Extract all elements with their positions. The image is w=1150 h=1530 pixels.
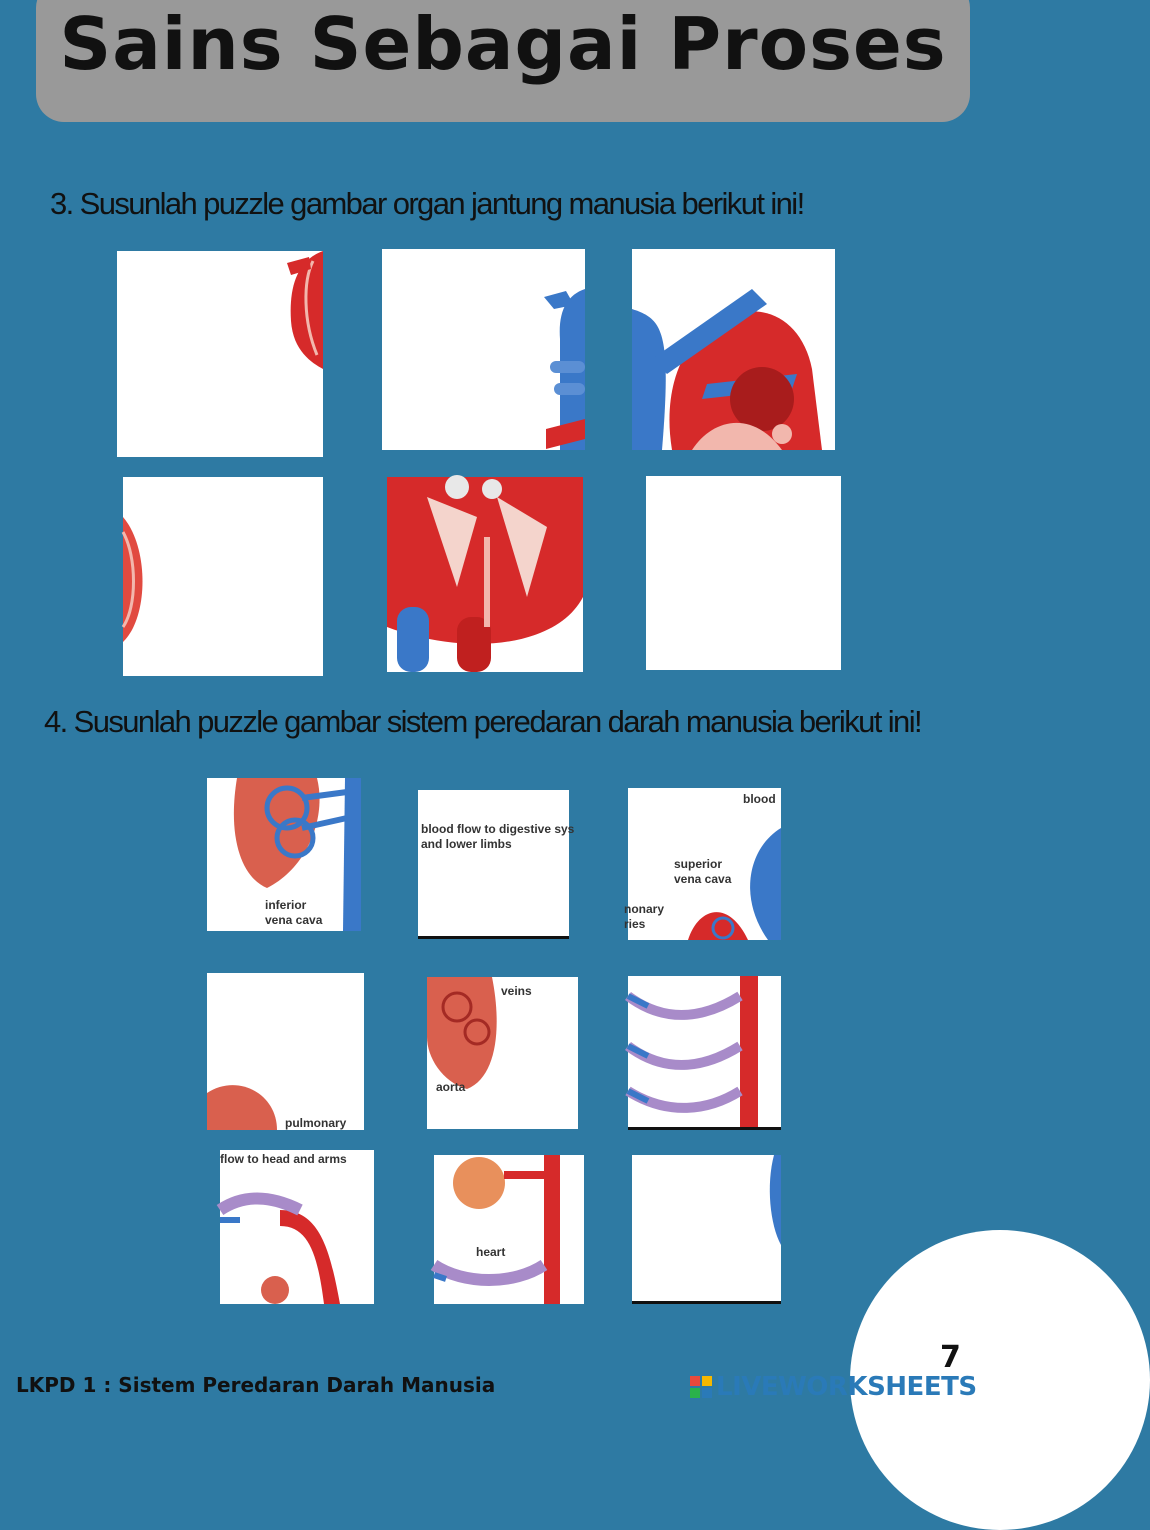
question-3-text: Susunlah puzzle gambar organ jantung manusia berikut ini! — [79, 186, 804, 221]
label-head-arms: flow to head and arms — [220, 1152, 347, 1166]
label-inferior-vena-cava: inferior vena cava — [265, 898, 323, 927]
label-pulmonary: pulmonary — [285, 1116, 347, 1130]
circulation-puzzle-tile-2[interactable] — [418, 790, 575, 939]
liveworksheets-logo[interactable] — [690, 1372, 977, 1402]
circulation-puzzle-tile-6[interactable] — [628, 976, 781, 1130]
question-3-number: 3. — [50, 186, 73, 221]
circulation-puzzle-tile-9[interactable] — [632, 1155, 781, 1304]
label-blood: blood — [743, 792, 776, 806]
question-4-text: Susunlah puzzle gambar sistem peredaran darah manusia berikut ini! — [73, 704, 921, 739]
heart-puzzle-tile-1[interactable] — [117, 251, 323, 457]
liveworksheets-logo-text: LIVEWORKSHEETS — [716, 1372, 977, 1402]
page-number: 7 — [940, 1340, 961, 1375]
heart-puzzle-tile-6[interactable] — [646, 476, 841, 670]
liveworksheets-logo-icon — [690, 1376, 712, 1398]
circulation-puzzle-tile-3[interactable] — [624, 788, 781, 940]
label-veins: veins — [501, 984, 532, 998]
heart-puzzle-tile-2[interactable] — [382, 249, 585, 450]
circulation-puzzle-tile-8[interactable] — [434, 1155, 584, 1304]
circulation-puzzle-tile-7[interactable] — [220, 1150, 374, 1304]
circulation-puzzle-tile-4[interactable] — [207, 973, 364, 1130]
label-heart: heart — [476, 1245, 506, 1259]
question-3 — [50, 186, 804, 222]
footer-label: LKPD 1 : Sistem Peredaran Darah Manusia — [16, 1373, 496, 1397]
question-4 — [44, 704, 921, 740]
circulation-puzzle-tile-5[interactable] — [427, 977, 578, 1129]
label-digestive: blood flow to digestive sys and lower limbs — [421, 822, 575, 851]
label-aorta: aorta — [436, 1080, 466, 1094]
title-banner — [36, 0, 970, 122]
label-superior-vena-cava: superior vena cava — [674, 857, 732, 886]
heart-puzzle-tile-5[interactable] — [387, 477, 583, 672]
heart-puzzle-tile-4[interactable] — [123, 477, 323, 676]
label-pulmonary-arteries: nonary ries — [624, 902, 665, 931]
heart-puzzle-tile-3[interactable] — [632, 249, 835, 450]
page-title: Sains Sebagai Proses — [59, 2, 947, 86]
question-4-number: 4. — [44, 704, 67, 739]
circulation-puzzle-tile-1[interactable] — [207, 778, 361, 931]
